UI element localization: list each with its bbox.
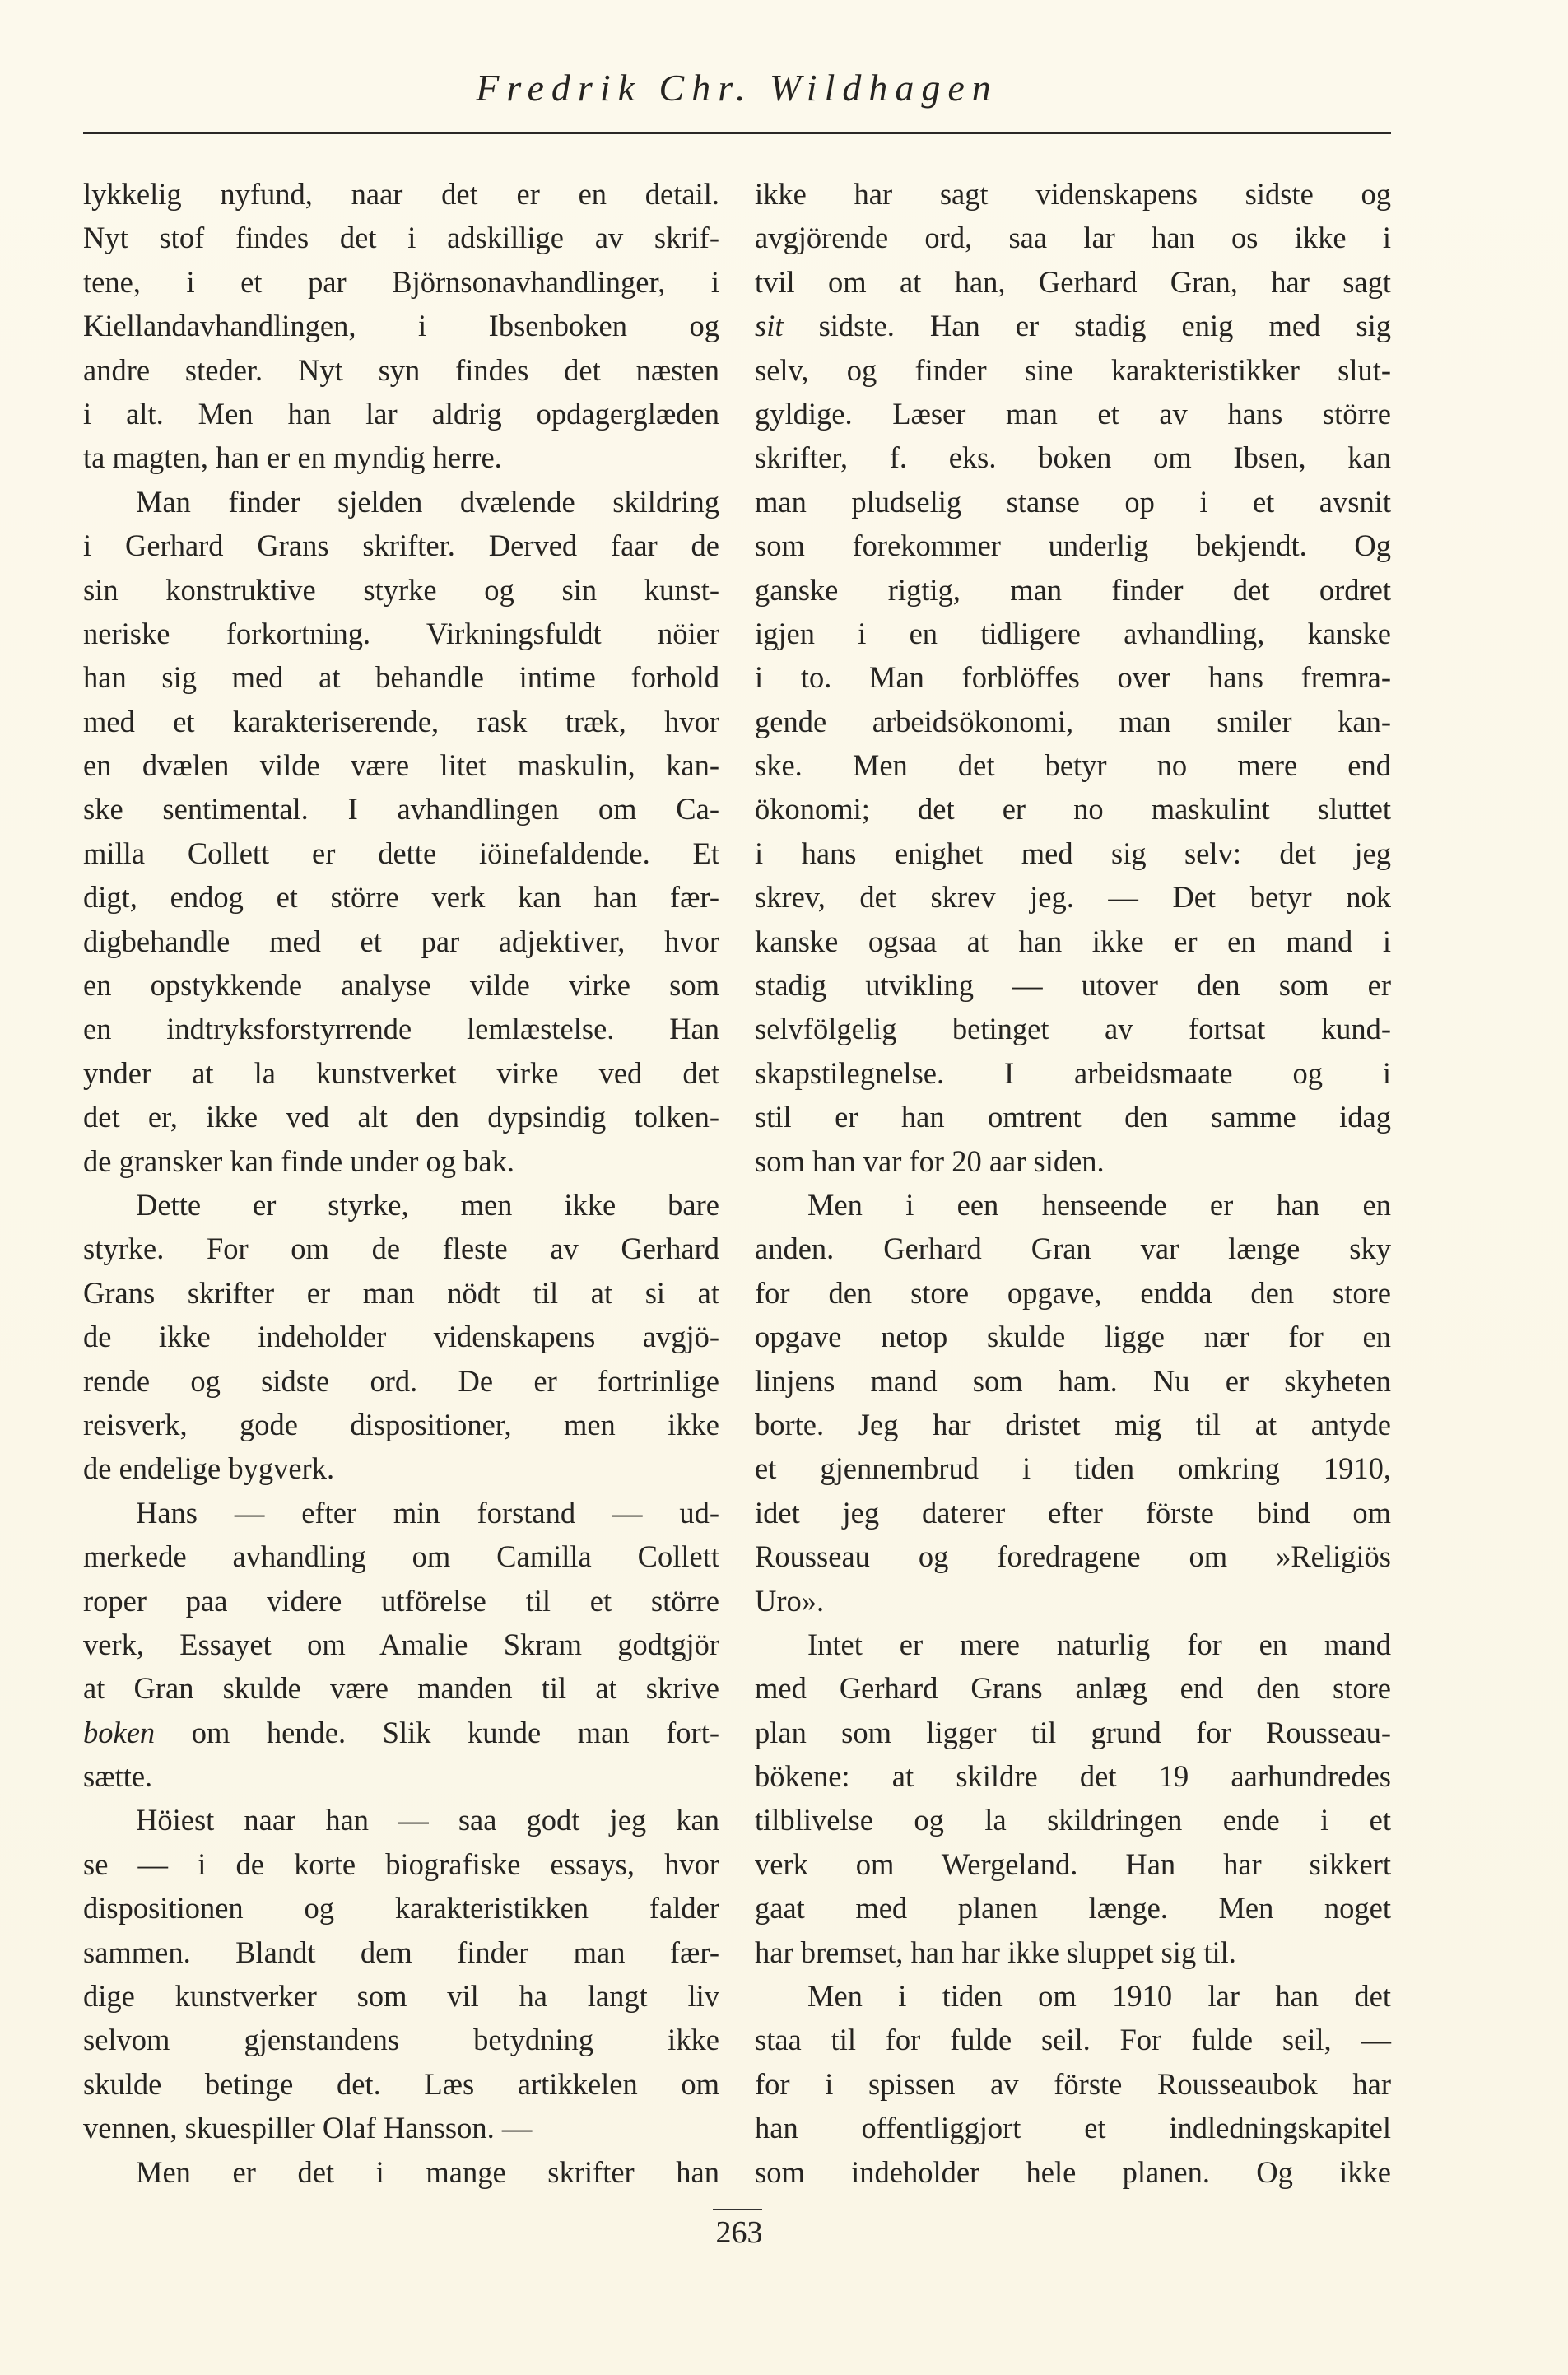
text-line [755, 700, 1391, 743]
line-text: avgjörende ord, saa lar han os ikke i [755, 221, 1391, 255]
line-text: ynder at la kunstverket virke ved det [83, 1055, 719, 1090]
text-line [755, 2062, 1391, 2106]
line-text: anden. Gerhard Gran var længe sky [755, 1232, 1391, 1266]
text-line [83, 1007, 719, 1050]
line-text: ikke har sagt videnskapens sidste og [755, 177, 1391, 211]
line-text: ta magten, han er en myndig herre. [83, 440, 502, 475]
text-line [83, 1930, 719, 1974]
line-text: sætte. [83, 1759, 153, 1794]
line-text: med et karakteriserende, rask træk, hvor [83, 704, 719, 738]
text-line [755, 1183, 1391, 1227]
text-line [83, 1359, 719, 1403]
line-text: de ikke indeholder videnskapens avgjö- [83, 1320, 719, 1354]
line-text: Man finder sjelden dvælende skildring [136, 484, 719, 519]
text-line [83, 1842, 719, 1886]
text-line [755, 1139, 1391, 1183]
text-line [83, 1798, 719, 1842]
italic-word: sit [755, 309, 784, 343]
line-text: skapstilegnelse. I arbeidsmaate og i [755, 1055, 1391, 1090]
line-text: staa til for fulde seil. For fulde seil, — [755, 2023, 1391, 2057]
line-text: plan som ligger til grund for Rousseau- [755, 1715, 1391, 1749]
text-line [755, 1666, 1391, 1710]
italic-word: boken [83, 1715, 156, 1749]
text-line [755, 1446, 1391, 1490]
text-line [755, 524, 1391, 567]
paragraph [83, 2150, 719, 2194]
line-text: Nyt stof findes det i adskillige av skrif- [83, 221, 719, 255]
text-line [83, 1139, 719, 1183]
text-line [83, 1974, 719, 2018]
text-line [755, 568, 1391, 612]
text-line [755, 612, 1391, 655]
text-line [83, 1403, 719, 1446]
text-line [83, 2150, 719, 2194]
text-line [83, 743, 719, 787]
text-line [755, 1798, 1391, 1842]
line-text: Dette er styrke, men ikke bare [136, 1187, 719, 1222]
text-line [755, 1095, 1391, 1139]
line-text: roper paa videre utförelse til et större [83, 1583, 719, 1618]
line-text: selvom gjenstandens betydning ikke [83, 2023, 719, 2057]
text-line [755, 1930, 1391, 1974]
line-text: milla Collett er dette iöinefaldende. Et [83, 836, 719, 870]
line-text: de endelige bygverk. [83, 1451, 335, 1486]
right-column [755, 172, 1391, 2194]
text-line [83, 304, 719, 347]
text-line [755, 920, 1391, 963]
text-line [755, 1886, 1391, 1930]
text-line [83, 1491, 719, 1534]
text-line [83, 1183, 719, 1227]
text-line [755, 1711, 1391, 1754]
line-text: verk om Wergeland. Han har sikkert [755, 1846, 1391, 1881]
line-text: for den store opgave, endda den store [755, 1275, 1391, 1310]
text-line [83, 172, 719, 216]
text-line [83, 1623, 719, 1666]
line-text: Kiellandavhandlingen, i Ibsenboken og [83, 309, 719, 343]
text-line [755, 1623, 1391, 1666]
text-line [83, 2018, 719, 2061]
line-text: ske sentimental. I avhandlingen om Ca- [83, 792, 719, 827]
running-header: Fredrik Chr. Wildhagen [476, 67, 998, 109]
line-text: en dvælen vilde være litet maskulin, kan- [83, 748, 719, 783]
line-text: Rousseau og foredragene om »Religiös [755, 1539, 1391, 1574]
text-line [83, 1271, 719, 1315]
line-text: igjen i en tidligere avhandling, kanske [755, 616, 1391, 650]
text-line [83, 1051, 719, 1095]
paragraph [83, 1798, 719, 2149]
text-line [755, 875, 1391, 919]
line-text: ske. Men det betyr no mere end [755, 748, 1391, 783]
text-line [83, 1711, 719, 1754]
text-line [755, 2106, 1391, 2149]
text-line [83, 700, 719, 743]
line-text: det er, ikke ved alt den dypsindig tolken- [83, 1100, 719, 1134]
line-text: som forekommer underlig bekjendt. Og [755, 529, 1391, 563]
text-line [83, 612, 719, 655]
line-text: han offentliggjort et indledningskapitel [755, 2111, 1391, 2145]
text-line [83, 216, 719, 259]
paragraph [755, 1974, 1391, 2194]
text-line [755, 1359, 1391, 1403]
line-text: skulde betinge det. Læs artikkelen om [83, 2066, 719, 2101]
text-line [83, 1886, 719, 1930]
line-text: digt, endog et större verk kan han fær- [83, 880, 719, 915]
text-line [755, 2150, 1391, 2194]
text-line [83, 524, 719, 567]
text-line [83, 2106, 719, 2149]
line-text: dige kunstverker som vil ha langt liv [83, 1979, 719, 2014]
line-text: verk, Essayet om Amalie Skram godtgjör [83, 1627, 719, 1661]
line-text: som indeholder hele planen. Og ikke [755, 2154, 1391, 2189]
line-text: borte. Jeg har dristet mig til at antyde [755, 1407, 1391, 1441]
text-line [755, 787, 1391, 831]
text-line [83, 831, 719, 875]
header-rule [83, 132, 1391, 134]
line-text: se — i de korte biografiske essays, hvor [83, 1846, 719, 1881]
text-line [755, 1534, 1391, 1578]
left-column [83, 172, 719, 2194]
text-line [83, 1446, 719, 1490]
line-text: dispositionen og karakteristikken falder [83, 1891, 719, 1926]
text-line [83, 260, 719, 304]
line-text: reisverk, gode dispositioner, men ikke [83, 1407, 719, 1441]
line-text: Intet er mere naturlig for en mand [807, 1627, 1391, 1661]
line-text: man pludselig stanse op i et avsnit [755, 484, 1391, 519]
line-text: Men i tiden om 1910 lar han det [807, 1979, 1391, 2014]
line-text: Grans skrifter er man nödt til at si at [83, 1275, 719, 1310]
paragraph [755, 172, 1391, 1183]
line-text: sammen. Blandt dem finder man fær- [83, 1935, 719, 1969]
text-line [755, 1315, 1391, 1358]
line-text: i to. Man forblöffes over hans fremra- [755, 660, 1391, 695]
line-text: andre steder. Nyt syn findes det næsten [83, 352, 719, 387]
line-text: har bremset, han har ikke sluppet sig til. [755, 1935, 1236, 1969]
text-line [83, 435, 719, 479]
line-text: han sig med at behandle intime forhold [83, 660, 719, 695]
text-line [755, 480, 1391, 524]
line-text: ökonomi; det er no maskulint sluttet [755, 792, 1391, 827]
text-line [755, 1403, 1391, 1446]
text-line [755, 655, 1391, 699]
text-line [755, 1974, 1391, 2018]
text-line [83, 1315, 719, 1358]
line-text: lykkelig nyfund, naar det er en detail. [83, 177, 719, 211]
line-text: selvfölgelig betinget av fortsat kund- [755, 1012, 1391, 1046]
line-text: styrke. For om de fleste av Gerhard [83, 1232, 719, 1266]
line-text: at Gran skulde være manden til at skrive [83, 1671, 719, 1706]
line-text: skrev, det skrev jeg. — Det betyr nok [755, 880, 1391, 915]
text-line [83, 480, 719, 524]
paragraph [83, 1183, 719, 1491]
text-line [83, 2062, 719, 2106]
text-line [755, 1579, 1391, 1623]
line-text: om hende. Slik kunde man fort- [155, 1715, 719, 1749]
text-line [755, 172, 1391, 216]
line-text: selv, og finder sine karakteristikker slut- [755, 352, 1391, 387]
line-text: gende arbeidsökonomi, man smiler kan- [755, 704, 1391, 738]
text-line [755, 435, 1391, 479]
text-line [755, 348, 1391, 392]
line-text: med Gerhard Grans anlæg end den store [755, 1671, 1391, 1706]
line-text: Hans — efter min forstand — ud- [136, 1495, 719, 1530]
text-line [755, 1842, 1391, 1886]
line-text: Höiest naar han — saa godt jeg kan [136, 1803, 719, 1837]
line-text: opgave netop skulde ligge nær for en [755, 1320, 1391, 1354]
line-text: stadig utvikling — utover den som er [755, 968, 1391, 1003]
line-text: for i spissen av förste Rousseaubok har [755, 2066, 1391, 2101]
line-text: i alt. Men han lar aldrig opdagerglæden [83, 396, 719, 431]
paragraph [755, 1623, 1391, 1974]
page-number: 263 [715, 2215, 763, 2250]
line-text: digbehandle med et par adjektiver, hvor [83, 924, 719, 958]
text-line [83, 787, 719, 831]
text-line [755, 1754, 1391, 1798]
paragraph [83, 1491, 719, 1799]
text-line [755, 1227, 1391, 1270]
text-line [83, 1579, 719, 1623]
line-text: gaat med planen længe. Men noget [755, 1891, 1391, 1926]
text-line [755, 1051, 1391, 1095]
text-line [83, 920, 719, 963]
line-text: tene, i et par Björnsonavhandlinger, i [83, 264, 719, 299]
line-text: sin konstruktive styrke og sin kunst- [83, 572, 719, 607]
line-text: linjens mand som ham. Nu er skyheten [755, 1363, 1391, 1398]
text-line [83, 655, 719, 699]
text-line [83, 392, 719, 435]
line-text: Men i een henseende er han en [807, 1187, 1391, 1222]
line-text: stil er han omtrent den samme idag [755, 1100, 1391, 1134]
text-line [83, 963, 719, 1007]
text-line [755, 216, 1391, 259]
line-text: tilblivelse og la skildringen ende i et [755, 1803, 1391, 1837]
paragraph [755, 1183, 1391, 1623]
line-text: kanske ogsaa at han ikke er en mand i [755, 924, 1391, 958]
line-text: skrifter, f. eks. boken om Ibsen, kan [755, 440, 1391, 475]
text-line [755, 743, 1391, 787]
line-text: gyldige. Læser man et av hans större [755, 396, 1391, 431]
text-line [83, 348, 719, 392]
line-text: de gransker kan finde under og bak. [83, 1143, 514, 1178]
text-line [755, 1271, 1391, 1315]
line-text: rende og sidste ord. De er fortrinlige [83, 1363, 719, 1398]
text-line [83, 1534, 719, 1578]
text-line [755, 392, 1391, 435]
line-text: Uro». [755, 1583, 825, 1618]
line-text: Men er det i mange skrifter han [136, 2154, 719, 2189]
line-text: vennen, skuespiller Olaf Hansson. — [83, 2111, 533, 2145]
text-line [83, 568, 719, 612]
page-number-rule [713, 2209, 762, 2210]
line-text: tvil om at han, Gerhard Gran, har sagt [755, 264, 1391, 299]
text-line [83, 1666, 719, 1710]
text-line [83, 1095, 719, 1139]
line-text: merkede avhandling om Camilla Collett [83, 1539, 719, 1574]
text-line [755, 963, 1391, 1007]
line-text: ganske rigtig, man finder det ordret [755, 572, 1391, 607]
line-text: som han var for 20 aar siden. [755, 1143, 1105, 1178]
line-text: bökene: at skildre det 19 aarhundredes [755, 1759, 1391, 1794]
line-text: sidste. Han er stadig enig med sig [783, 309, 1391, 343]
text-line [755, 304, 1391, 347]
paragraph [83, 172, 719, 480]
text-line [755, 260, 1391, 304]
line-text: neriske forkortning. Virkningsfuldt nöier [83, 616, 719, 650]
text-line [83, 1227, 719, 1270]
text-line [83, 1754, 719, 1798]
line-text: i Gerhard Grans skrifter. Derved faar de [83, 529, 719, 563]
line-text: i hans enighet med sig selv: det jeg [755, 836, 1391, 870]
line-text: et gjennembrud i tiden omkring 1910, [755, 1451, 1391, 1486]
paragraph [83, 480, 719, 1183]
line-text: idet jeg daterer efter förste bind om [755, 1495, 1391, 1530]
text-line [755, 1491, 1391, 1534]
line-text: en opstykkende analyse vilde virke som [83, 968, 719, 1003]
text-line [83, 875, 719, 919]
text-line [755, 2018, 1391, 2061]
line-text: en indtryksforstyrrende lemlæstelse. Han [83, 1012, 719, 1046]
text-line [755, 831, 1391, 875]
text-line [755, 1007, 1391, 1050]
